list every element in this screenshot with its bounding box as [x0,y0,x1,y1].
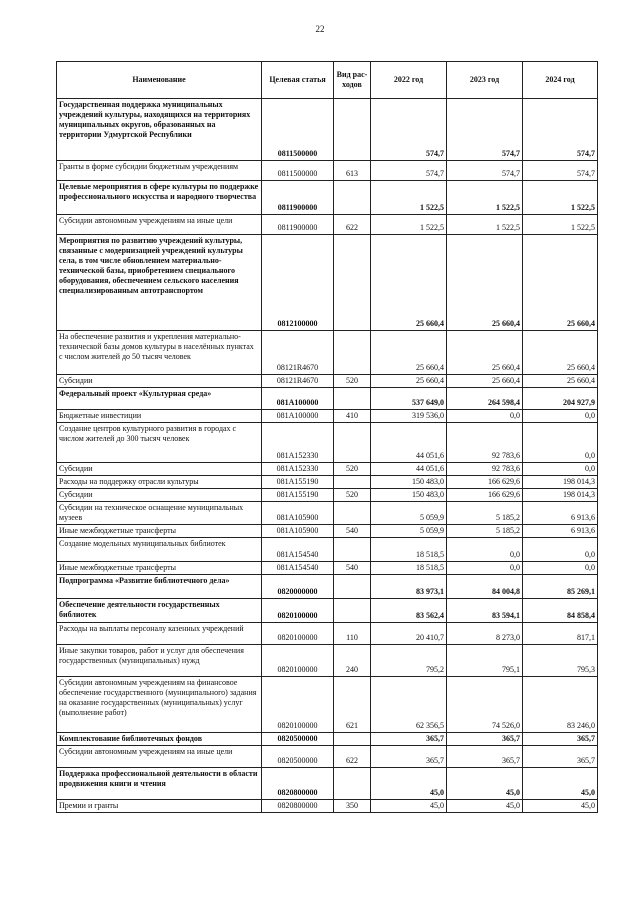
row-expense-type [334,388,371,410]
table-row [57,800,598,813]
row-target-code: 0820800000 [262,800,334,813]
row-expense-type [334,575,371,599]
row-name: Комплектование библиотечных фондов [57,733,262,746]
row-value-2023: 264 598,4 [447,388,523,410]
budget-table [56,61,598,813]
header-2022: 2022 год [371,62,447,99]
table-row [57,476,598,489]
row-target-code: 081A105900 [262,502,334,525]
row-name: Обеспечение деятельности государственных библиотек [57,599,262,623]
row-value-2022: 25 660,4 [371,235,447,331]
row-value-2024: 204 927,9 [523,388,598,410]
row-target-code: 081A154540 [262,562,334,575]
row-expense-type: 350 [334,800,371,813]
row-value-2024: 0,0 [523,410,598,423]
row-expense-type: 622 [334,746,371,768]
row-expense-type: 622 [334,215,371,235]
row-value-2023: 74 526,0 [447,677,523,733]
row-value-2023: 83 594,1 [447,599,523,623]
row-value-2024: 574,7 [523,161,598,181]
row-expense-type [334,331,371,375]
row-value-2024: 85 269,1 [523,575,598,599]
row-value-2022: 574,7 [371,99,447,161]
row-name: Субсидии автономным учреждениям на иные цели [57,215,262,235]
row-value-2022: 20 410,7 [371,623,447,645]
row-value-2023: 0,0 [447,562,523,575]
row-value-2024: 6 913,6 [523,502,598,525]
page-number: 22 [315,24,325,34]
row-expense-type: 520 [334,489,371,502]
row-value-2024: 45,0 [523,800,598,813]
row-value-2022: 574,7 [371,161,447,181]
row-value-2023: 574,7 [447,161,523,181]
table-row [57,99,598,161]
row-target-code: 08121R4670 [262,375,334,388]
row-value-2023: 92 783,6 [447,463,523,476]
table-row [57,235,598,331]
row-value-2023: 25 660,4 [447,331,523,375]
row-name: Создание модельных муниципальных библиотек [57,538,262,562]
table-row [57,677,598,733]
row-target-code: 081A100000 [262,388,334,410]
row-value-2023: 365,7 [447,746,523,768]
row-name: Целевые мероприятия в сфере культуры по поддержке профессионального искусства и народного творчества [57,181,262,215]
row-value-2023: 574,7 [447,99,523,161]
row-value-2023: 5 185,2 [447,502,523,525]
table-row [57,463,598,476]
row-expense-type: 410 [334,410,371,423]
row-name: Субсидии на техническое оснащение муниципальных музеев [57,502,262,525]
row-value-2022: 1 522,5 [371,215,447,235]
row-value-2024: 6 913,6 [523,525,598,538]
row-value-2024: 795,3 [523,645,598,677]
row-name: Мероприятия по развитию учреждений культуры, связанные с модернизацией учреждений культуры села, в том числе обновлением материально-технической базы, приобретением специального оборудования, обеспечением сельского населения специализированным автотранспортом [57,235,262,331]
table-row [57,502,598,525]
row-target-code: 0811900000 [262,215,334,235]
row-value-2022: 1 522,5 [371,181,447,215]
row-expense-type [334,538,371,562]
row-value-2023: 45,0 [447,768,523,800]
row-target-code: 081A155190 [262,476,334,489]
row-target-code: 0820100000 [262,599,334,623]
table-row [57,733,598,746]
table-row [57,575,598,599]
row-value-2022: 5 059,9 [371,525,447,538]
row-value-2023: 8 273,0 [447,623,523,645]
row-target-code: 081A152330 [262,423,334,463]
row-name: Поддержка профессиональной деятельности в области продвижения книги и чтения [57,768,262,800]
table-row [57,768,598,800]
row-value-2024: 574,7 [523,99,598,161]
row-value-2022: 25 660,4 [371,331,447,375]
row-value-2022: 5 059,9 [371,502,447,525]
table-row [57,375,598,388]
row-name: Премии и гранты [57,800,262,813]
row-value-2022: 319 536,0 [371,410,447,423]
row-expense-type: 240 [334,645,371,677]
row-name: Расходы на поддержку отрасли культуры [57,476,262,489]
header-2023: 2023 год [447,62,523,99]
table-row [57,423,598,463]
row-value-2022: 25 660,4 [371,375,447,388]
row-name: Федеральный проект «Культурная среда» [57,388,262,410]
row-expense-type: 520 [334,375,371,388]
row-target-code: 0820100000 [262,645,334,677]
row-name: Государственная поддержка муниципальных учреждений культуры, находящихся на территориях муниципальных округов, образованных на территории Удмуртской Республики [57,99,262,161]
row-value-2023: 166 629,6 [447,476,523,489]
table-row [57,331,598,375]
row-value-2024: 84 858,4 [523,599,598,623]
row-name: Субсидии автономным учреждениям на иные цели [57,746,262,768]
row-value-2024: 1 522,5 [523,215,598,235]
row-value-2023: 795,1 [447,645,523,677]
row-value-2022: 62 356,5 [371,677,447,733]
row-value-2022: 83 973,1 [371,575,447,599]
table-row [57,388,598,410]
row-value-2023: 1 522,5 [447,181,523,215]
table-row [57,645,598,677]
row-name: Бюджетные инвестиции [57,410,262,423]
row-value-2024: 0,0 [523,463,598,476]
row-name: Субсидии [57,489,262,502]
row-value-2024: 1 522,5 [523,181,598,215]
row-target-code: 0811500000 [262,99,334,161]
table-row [57,623,598,645]
row-target-code: 081A105900 [262,525,334,538]
row-value-2022: 45,0 [371,768,447,800]
table-row [57,215,598,235]
table-row [57,161,598,181]
row-value-2022: 365,7 [371,746,447,768]
row-value-2024: 198 014,3 [523,489,598,502]
row-value-2022: 365,7 [371,733,447,746]
row-value-2023: 1 522,5 [447,215,523,235]
row-value-2023: 0,0 [447,538,523,562]
row-value-2022: 18 518,5 [371,562,447,575]
row-name: Иные межбюджетные трансферты [57,525,262,538]
row-value-2024: 365,7 [523,746,598,768]
row-target-code: 0820100000 [262,677,334,733]
table-row [57,746,598,768]
row-value-2024: 198 014,3 [523,476,598,489]
row-expense-type [334,235,371,331]
row-target-code: 0820500000 [262,733,334,746]
row-target-code: 081A152330 [262,463,334,476]
row-value-2024: 0,0 [523,423,598,463]
row-value-2023: 365,7 [447,733,523,746]
row-target-code: 081A154540 [262,538,334,562]
row-name: Создание центров культурного развития в городах с числом жителей до 300 тысяч человек [57,423,262,463]
header-2024: 2024 год [523,62,598,99]
row-name: Субсидии автономным учреждениям на финансовое обеспечение государственного (муниципального) задания на оказание государственных (муниципальных) услуг (выполнение работ) [57,677,262,733]
row-value-2023: 25 660,4 [447,235,523,331]
table-row [57,538,598,562]
row-value-2024: 25 660,4 [523,235,598,331]
row-expense-type [334,502,371,525]
row-value-2023: 5 185,2 [447,525,523,538]
row-expense-type: 520 [334,463,371,476]
row-expense-type: 621 [334,677,371,733]
row-expense-type [334,733,371,746]
row-value-2024: 45,0 [523,768,598,800]
row-target-code: 0812100000 [262,235,334,331]
row-target-code: 0811900000 [262,181,334,215]
row-value-2022: 537 649,0 [371,388,447,410]
table-row [57,410,598,423]
row-value-2022: 795,2 [371,645,447,677]
row-name: На обеспечение развития и укрепления материально-технической базы домов культуры в населённых пунктах с числом жителей до 50 тысяч человек [57,331,262,375]
row-target-code: 0820800000 [262,768,334,800]
table-row [57,599,598,623]
row-name: Гранты в форме субсидии бюджетным учреждениям [57,161,262,181]
row-expense-type [334,476,371,489]
table-row [57,525,598,538]
row-expense-type [334,423,371,463]
row-value-2023: 166 629,6 [447,489,523,502]
row-value-2022: 150 483,0 [371,489,447,502]
row-value-2022: 44 051,6 [371,463,447,476]
row-expense-type: 110 [334,623,371,645]
row-target-code: 0820500000 [262,746,334,768]
row-target-code: 08121R4670 [262,331,334,375]
row-value-2022: 44 051,6 [371,423,447,463]
row-target-code: 0820000000 [262,575,334,599]
row-value-2023: 84 004,8 [447,575,523,599]
table-row [57,181,598,215]
header-target-code: Целевая статья [262,62,334,99]
row-name: Расходы на выплаты персоналу казенных учреждений [57,623,262,645]
row-expense-type: 540 [334,525,371,538]
row-value-2022: 150 483,0 [371,476,447,489]
row-target-code: 081A155190 [262,489,334,502]
row-value-2023: 25 660,4 [447,375,523,388]
row-value-2024: 25 660,4 [523,375,598,388]
row-expense-type [334,599,371,623]
row-name: Субсидии [57,463,262,476]
row-target-code: 0811500000 [262,161,334,181]
header-expense-type: Вид рас-ходов [334,62,371,99]
row-value-2022: 18 518,5 [371,538,447,562]
row-value-2022: 45,0 [371,800,447,813]
row-value-2024: 0,0 [523,562,598,575]
row-value-2024: 0,0 [523,538,598,562]
row-expense-type [334,181,371,215]
row-value-2023: 0,0 [447,410,523,423]
table-row [57,562,598,575]
row-value-2022: 83 562,4 [371,599,447,623]
row-value-2024: 83 246,0 [523,677,598,733]
row-name: Иные закупки товаров, работ и услуг для обеспечения государственных (муниципальных) нужд [57,645,262,677]
table-row [57,489,598,502]
row-value-2024: 817,1 [523,623,598,645]
row-value-2024: 365,7 [523,733,598,746]
row-target-code: 0820100000 [262,623,334,645]
row-expense-type: 540 [334,562,371,575]
row-expense-type [334,99,371,161]
row-expense-type [334,768,371,800]
row-value-2024: 25 660,4 [523,331,598,375]
row-name: Иные межбюджетные трансферты [57,562,262,575]
row-target-code: 081A100000 [262,410,334,423]
row-value-2023: 45,0 [447,800,523,813]
table-header-row [57,62,598,99]
row-value-2023: 92 783,6 [447,423,523,463]
row-expense-type: 613 [334,161,371,181]
row-name: Субсидии [57,375,262,388]
row-name: Подпрограмма «Развитие библиотечного дела» [57,575,262,599]
header-name: Наименование [57,62,262,99]
